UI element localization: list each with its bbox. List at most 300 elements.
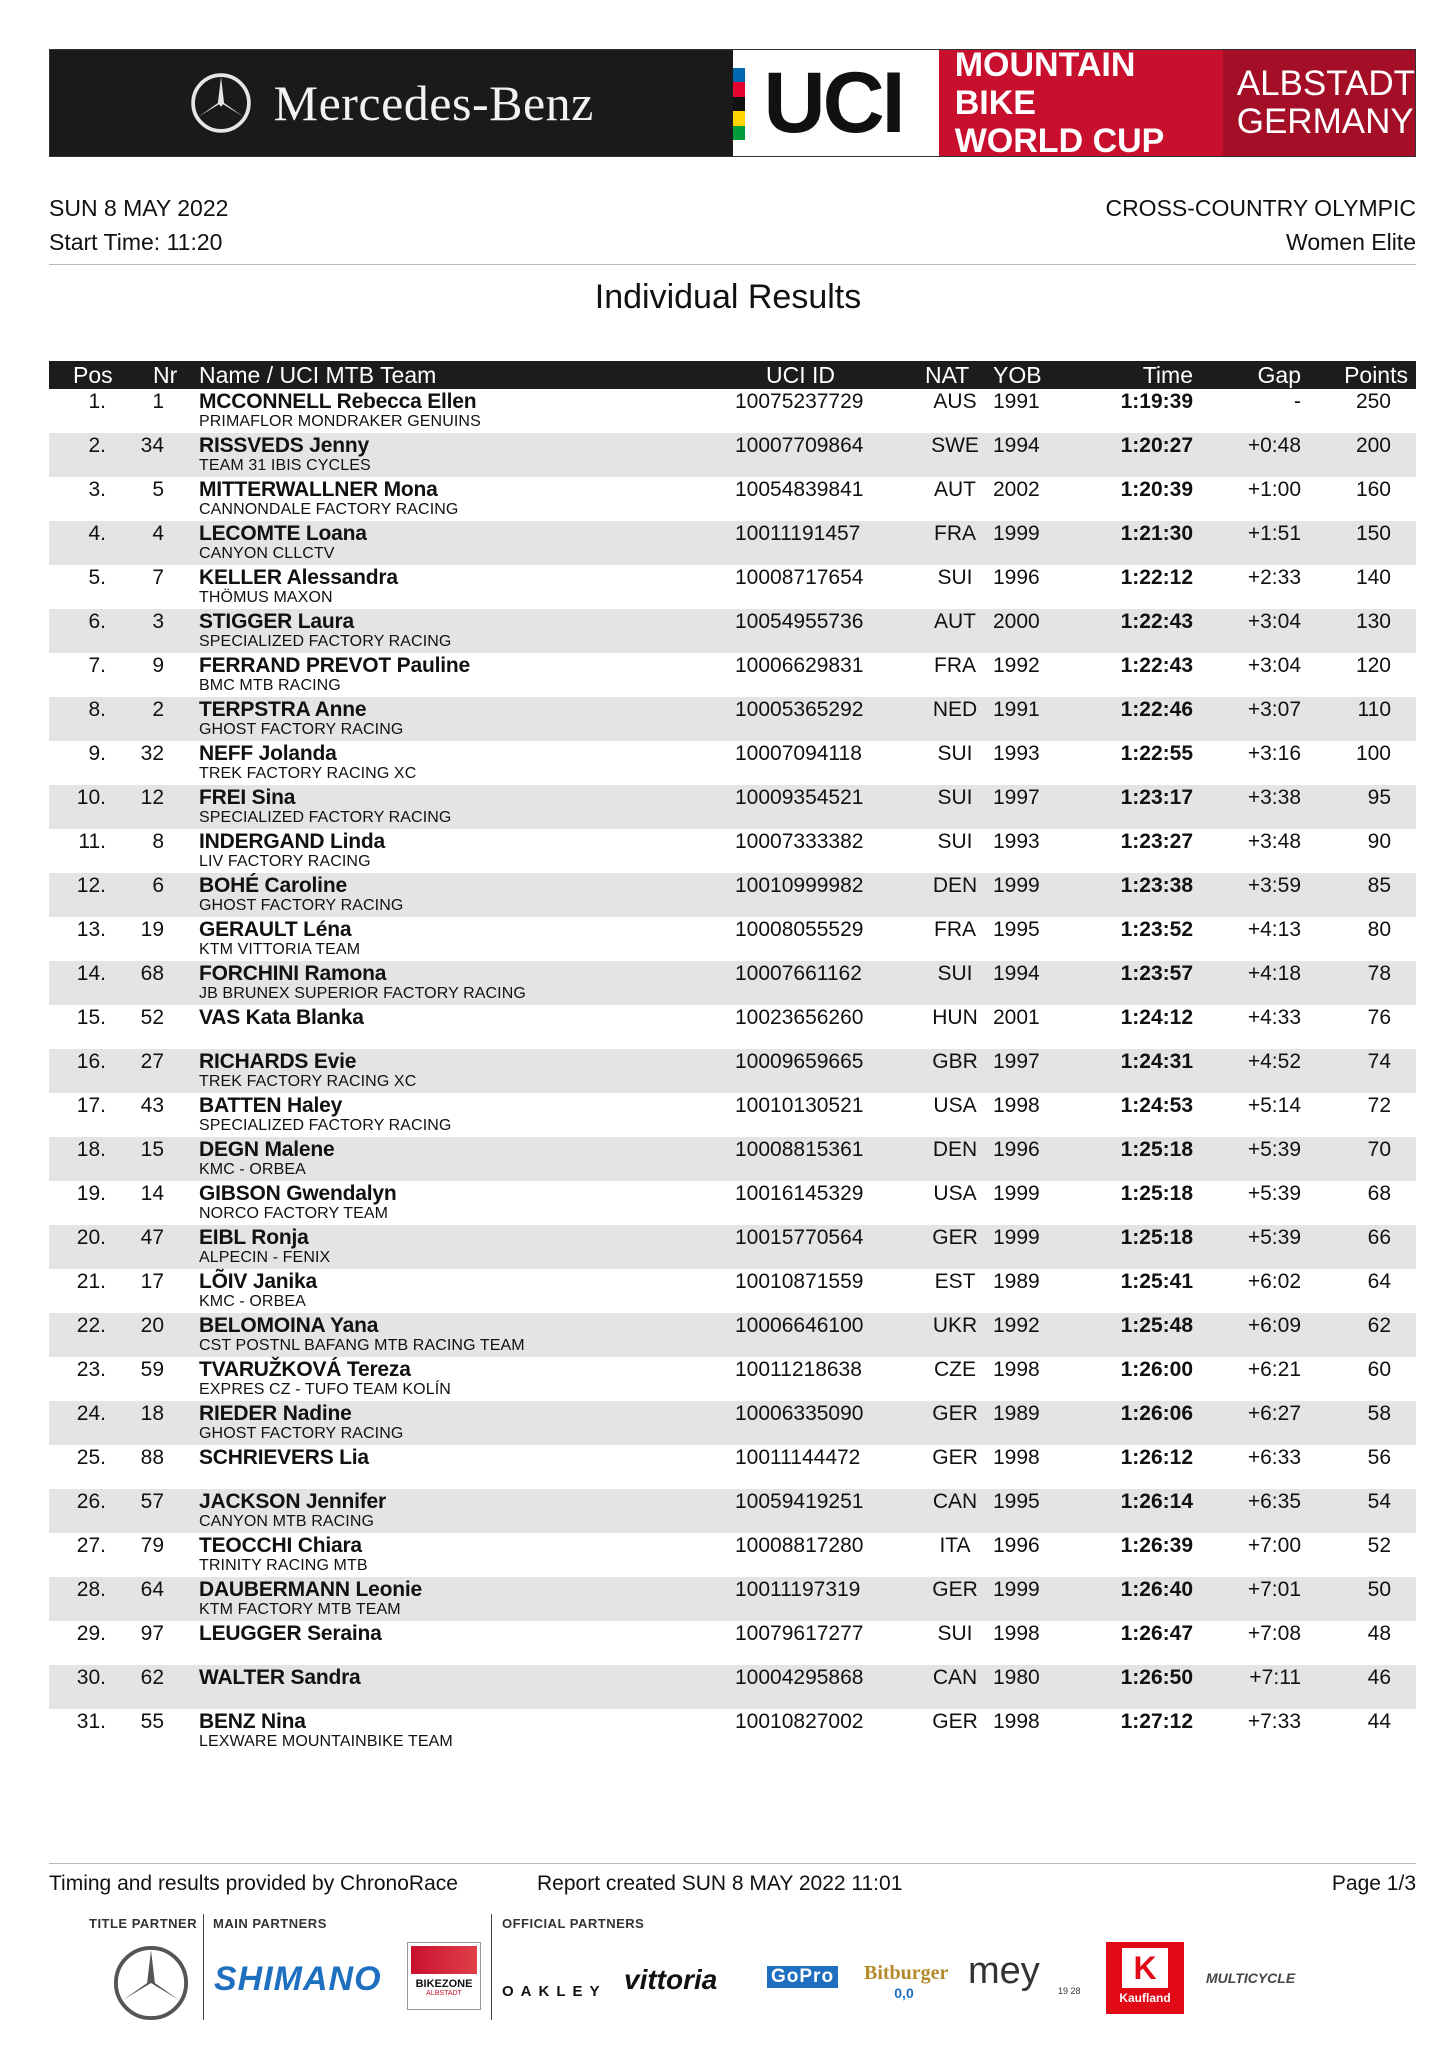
position: 16.: [76, 1050, 106, 1073]
time-gap: +4:52: [1247, 1050, 1301, 1073]
rider-name: TVARUŽKOVÁ Tereza: [199, 1358, 411, 1381]
year-of-birth: 1997: [993, 786, 1040, 809]
page-title: Individual Results: [594, 278, 862, 316]
uci-wordmark: UCI: [763, 55, 903, 151]
bib-number: 2: [152, 698, 164, 721]
bib-number: 1: [152, 390, 164, 413]
nationality: FRA: [934, 918, 976, 941]
series-line-2: WORLD CUP: [954, 122, 1165, 160]
uci-id: 10006646100: [735, 1314, 864, 1337]
year-of-birth: 2002: [993, 478, 1040, 501]
finish-time: 1:25:18: [1120, 1138, 1193, 1161]
rainbow-stripes-icon: [733, 68, 745, 140]
time-gap: +6:27: [1247, 1402, 1301, 1425]
year-of-birth: 1994: [993, 962, 1040, 985]
year-of-birth: 1998: [993, 1710, 1040, 1733]
table-row: [49, 961, 1416, 1005]
bikezone-text: BIKEZONE: [415, 1978, 473, 1990]
title-partner-panel: [50, 50, 733, 156]
team-name: GHOST FACTORY RACING: [199, 897, 404, 914]
nationality: USA: [933, 1094, 977, 1117]
team-name: KMC - ORBEA: [199, 1293, 306, 1310]
finish-time: 1:25:18: [1120, 1182, 1193, 1205]
year-of-birth: 1999: [993, 1182, 1040, 1205]
nationality: CZE: [934, 1358, 976, 1381]
bib-number: 3: [152, 610, 164, 633]
bikezone-stripes-icon: [411, 1946, 477, 1974]
time-gap: +3:04: [1247, 610, 1301, 633]
table-row: [49, 1269, 1416, 1313]
team-name: TREK FACTORY RACING XC: [199, 765, 417, 782]
rider-name: TEOCCHI Chiara: [199, 1534, 362, 1557]
table-row: [49, 917, 1416, 961]
position: 31.: [76, 1710, 106, 1733]
mercedes-star-icon: [190, 72, 252, 134]
kaufland-logo: [1106, 1942, 1184, 2014]
bib-number: 9: [152, 654, 164, 677]
nationality: FRA: [934, 654, 976, 677]
finish-time: 1:23:27: [1120, 830, 1193, 853]
time-gap: +2:33: [1247, 566, 1301, 589]
points: 200: [1355, 434, 1391, 457]
team-name: JB BRUNEX SUPERIOR FACTORY RACING: [199, 985, 526, 1002]
position: 21.: [76, 1270, 106, 1293]
time-gap: +7:33: [1247, 1710, 1301, 1733]
table-row: [49, 1489, 1416, 1533]
points: 52: [1367, 1534, 1391, 1557]
points: 140: [1355, 566, 1391, 589]
position: 11.: [78, 830, 106, 853]
team-name: KTM VITTORIA TEAM: [199, 941, 361, 958]
header-divider: [49, 264, 1416, 265]
year-of-birth: 1998: [993, 1446, 1040, 1469]
nationality: CAN: [932, 1490, 978, 1513]
bitburger-text: Bitburger: [864, 1962, 949, 1984]
finish-time: 1:26:40: [1120, 1578, 1193, 1601]
position: 9.: [88, 742, 106, 765]
rider-name: LEUGGER Seraina: [199, 1622, 382, 1645]
team-name: GHOST FACTORY RACING: [199, 721, 404, 738]
position: 2.: [88, 434, 106, 457]
year-of-birth: 1995: [993, 918, 1040, 941]
nationality: USA: [933, 1182, 977, 1205]
year-of-birth: 1993: [993, 742, 1040, 765]
event-discipline: CROSS-COUNTRY OLYMPIC: [1105, 195, 1416, 221]
uci-id: 10009659665: [735, 1050, 864, 1073]
time-gap: +3:59: [1247, 874, 1301, 897]
nationality: GER: [932, 1226, 978, 1249]
rider-name: NEFF Jolanda: [199, 742, 337, 765]
location-panel: [1223, 50, 1415, 156]
main-partners-label: MAIN PARTNERS: [213, 1916, 327, 1931]
rider-name: LÕIV Janika: [199, 1270, 318, 1293]
time-gap: +6:33: [1247, 1446, 1301, 1469]
team-name: CANYON CLLCTV: [199, 545, 335, 562]
points: 76: [1367, 1006, 1391, 1029]
event-date: SUN 8 MAY 2022: [49, 195, 229, 221]
finish-time: 1:23:57: [1120, 962, 1193, 985]
col-uci-id-header: UCI ID: [766, 362, 835, 388]
position: 7.: [88, 654, 106, 677]
bib-number: 97: [140, 1622, 164, 1645]
table-row: [49, 697, 1416, 741]
finish-time: 1:23:17: [1120, 786, 1193, 809]
uci-id: 10054839841: [735, 478, 864, 501]
nationality: HUN: [932, 1006, 978, 1029]
bib-number: 64: [140, 1578, 164, 1601]
points: 250: [1355, 390, 1391, 413]
uci-id: 10011197319: [735, 1578, 861, 1601]
uci-id: 10004295868: [735, 1666, 864, 1689]
points: 95: [1367, 786, 1391, 809]
team-name: PRIMAFLOR MONDRAKER GENUINS: [199, 413, 481, 430]
table-row: [49, 1093, 1416, 1137]
finish-time: 1:24:53: [1120, 1094, 1193, 1117]
team-name: EXPRES CZ - TUFO TEAM KOLÍN: [199, 1381, 451, 1398]
table-row: [49, 829, 1416, 873]
vittoria-logo: vittoria: [624, 1964, 718, 1995]
finish-time: 1:21:30: [1120, 522, 1193, 545]
uci-id: 10008817280: [735, 1534, 864, 1557]
year-of-birth: 1996: [993, 1138, 1040, 1161]
nationality: SUI: [937, 962, 973, 985]
table-row: [49, 1401, 1416, 1445]
year-of-birth: 1980: [993, 1666, 1040, 1689]
rider-name: MCCONNELL Rebecca Ellen: [199, 390, 477, 413]
bib-number: 68: [140, 962, 164, 985]
partner-divider-2: [491, 1914, 492, 2020]
results-table-header: [49, 361, 1416, 389]
points: 100: [1355, 742, 1391, 765]
mercedes-benz-wordmark: Mercedes-Benz: [273, 75, 594, 131]
table-row: [49, 1665, 1416, 1709]
location-city: ALBSTADT: [1236, 64, 1415, 103]
page-number: Page 1/3: [1331, 1872, 1416, 1895]
team-name: THÖMUS MAXON: [199, 589, 333, 606]
results-table-body: [49, 389, 1416, 1753]
position: 22.: [76, 1314, 106, 1337]
report-created: Report created SUN 8 MAY 2022 11:01: [537, 1872, 903, 1895]
bib-number: 34: [140, 434, 164, 457]
nationality: GER: [932, 1578, 978, 1601]
time-gap: +3:07: [1247, 698, 1301, 721]
points: 46: [1367, 1666, 1391, 1689]
col-pos-header: Pos: [73, 362, 113, 388]
uci-id: 10006629831: [735, 654, 864, 677]
points: 64: [1367, 1270, 1391, 1293]
year-of-birth: 2000: [993, 610, 1040, 633]
finish-time: 1:23:52: [1120, 918, 1193, 941]
table-row: [49, 1445, 1416, 1489]
uci-id: 10059419251: [735, 1490, 864, 1513]
points: 160: [1355, 478, 1391, 501]
finish-time: 1:24:12: [1120, 1006, 1193, 1029]
nationality: EST: [934, 1270, 976, 1293]
rider-name: DAUBERMANN Leonie: [199, 1578, 422, 1601]
nationality: NED: [932, 698, 978, 721]
col-gap-header: Gap: [1257, 362, 1301, 388]
table-row: [49, 873, 1416, 917]
mey-logo: mey: [968, 1950, 1040, 1992]
team-name: TRINITY RACING MTB: [199, 1557, 368, 1574]
nationality: ITA: [939, 1534, 971, 1557]
year-of-birth: 1993: [993, 830, 1040, 853]
table-row: [49, 521, 1416, 565]
finish-time: 1:26:39: [1120, 1534, 1193, 1557]
bib-number: 14: [140, 1182, 164, 1205]
bib-number: 62: [140, 1666, 164, 1689]
year-of-birth: 1999: [993, 874, 1040, 897]
table-row: [49, 1533, 1416, 1577]
finish-time: 1:22:12: [1120, 566, 1193, 589]
points: 90: [1367, 830, 1391, 853]
title-partner-label: TITLE PARTNER: [89, 1916, 198, 1931]
official-partners-label: OFFICIAL PARTNERS: [502, 1916, 645, 1931]
nationality: SUI: [937, 786, 973, 809]
position: 24.: [76, 1402, 106, 1425]
table-row: [49, 1709, 1416, 1753]
nationality: SUI: [937, 566, 973, 589]
position: 5.: [88, 566, 106, 589]
table-row: [49, 785, 1416, 829]
time-gap: +5:39: [1247, 1138, 1301, 1161]
finish-time: 1:22:43: [1120, 610, 1193, 633]
table-row: [49, 389, 1416, 433]
rider-name: STIGGER Laura: [199, 610, 354, 633]
bib-number: 7: [152, 566, 164, 589]
bib-number: 55: [140, 1710, 164, 1733]
rider-name: BATTEN Haley: [199, 1094, 343, 1117]
points: 110: [1357, 698, 1391, 721]
year-of-birth: 1992: [993, 1314, 1040, 1337]
bib-number: 43: [140, 1094, 164, 1117]
location-country: GERMANY: [1236, 102, 1414, 141]
table-row: [49, 1577, 1416, 1621]
team-name: LEXWARE MOUNTAINBIKE TEAM: [199, 1733, 453, 1750]
points: 56: [1367, 1446, 1391, 1469]
points: 78: [1367, 962, 1391, 985]
finish-time: 1:22:46: [1120, 698, 1193, 721]
position: 29.: [76, 1622, 106, 1645]
position: 18.: [76, 1138, 106, 1161]
time-gap: -: [1294, 390, 1301, 413]
time-gap: +3:38: [1247, 786, 1301, 809]
rider-name: BENZ Nina: [199, 1710, 306, 1733]
uci-id: 10054955736: [735, 610, 864, 633]
uci-logo: [733, 50, 938, 156]
team-name: SPECIALIZED FACTORY RACING: [199, 809, 452, 826]
position: 6.: [88, 610, 106, 633]
time-gap: +3:48: [1247, 830, 1301, 853]
time-gap: +1:00: [1247, 478, 1301, 501]
rider-name: SCHRIEVERS Lia: [199, 1446, 369, 1469]
time-gap: +6:02: [1247, 1270, 1301, 1293]
col-nr-header: Nr: [153, 362, 178, 388]
rider-name: BELOMOINA Yana: [199, 1314, 379, 1337]
uci-id: 10011144472: [735, 1446, 861, 1469]
team-name: SPECIALIZED FACTORY RACING: [199, 1117, 452, 1134]
position: 4.: [88, 522, 106, 545]
time-gap: +3:16: [1247, 742, 1301, 765]
multicycle-logo: MULTICYCLE: [1206, 1970, 1296, 1986]
finish-time: 1:20:39: [1120, 478, 1193, 501]
points: 54: [1367, 1490, 1391, 1513]
points: 66: [1367, 1226, 1391, 1249]
table-row: [49, 477, 1416, 521]
bitburger-logo: [864, 1950, 949, 2001]
finish-time: 1:22:55: [1120, 742, 1193, 765]
table-row: [49, 1621, 1416, 1665]
rider-name: INDERGAND Linda: [199, 830, 386, 853]
bib-number: 18: [140, 1402, 164, 1425]
uci-id: 10010827002: [735, 1710, 864, 1733]
team-name: TREK FACTORY RACING XC: [199, 1073, 417, 1090]
points: 62: [1367, 1314, 1391, 1337]
finish-time: 1:24:31: [1120, 1050, 1193, 1073]
team-name: BMC MTB RACING: [199, 677, 341, 694]
time-gap: +6:21: [1247, 1358, 1301, 1381]
rider-name: TERPSTRA Anne: [199, 698, 367, 721]
footer-divider: [49, 1863, 1416, 1864]
team-name: CANNONDALE FACTORY RACING: [199, 501, 459, 518]
team-name: KMC - ORBEA: [199, 1161, 306, 1178]
bib-number: 47: [140, 1226, 164, 1249]
bikezone-sub: ALBSTADT: [426, 1990, 462, 1997]
points: 68: [1367, 1182, 1391, 1205]
bib-number: 20: [140, 1314, 164, 1337]
rider-name: DEGN Malene: [199, 1138, 335, 1161]
team-name: CANYON MTB RACING: [199, 1513, 375, 1530]
table-row: [49, 1357, 1416, 1401]
position: 13.: [76, 918, 106, 941]
year-of-birth: 1992: [993, 654, 1040, 677]
finish-time: 1:26:06: [1120, 1402, 1193, 1425]
uci-id: 10075237729: [735, 390, 864, 413]
event-start-time: Start Time: 11:20: [49, 229, 223, 255]
finish-time: 1:25:18: [1120, 1226, 1193, 1249]
year-of-birth: 1998: [993, 1094, 1040, 1117]
nationality: SUI: [937, 742, 973, 765]
rider-name: JACKSON Jennifer: [199, 1490, 387, 1513]
rider-name: RIEDER Nadine: [199, 1402, 352, 1425]
col-nat-header: NAT: [925, 362, 970, 388]
finish-time: 1:26:47: [1120, 1622, 1193, 1645]
uci-id: 10007661162: [735, 962, 862, 985]
uci-id: 10011191457: [735, 522, 861, 545]
rider-name: RICHARDS Evie: [199, 1050, 357, 1073]
table-row: [49, 1181, 1416, 1225]
position: 12.: [76, 874, 106, 897]
rider-name: WALTER Sandra: [199, 1666, 361, 1689]
position: 19.: [76, 1182, 106, 1205]
position: 28.: [76, 1578, 106, 1601]
year-of-birth: 1989: [993, 1402, 1040, 1425]
nationality: GER: [932, 1710, 978, 1733]
points: 85: [1367, 874, 1391, 897]
gopro-logo: GoPro: [767, 1966, 838, 1988]
team-name: GHOST FACTORY RACING: [199, 1425, 404, 1442]
rider-name: LECOMTE Loana: [199, 522, 367, 545]
rider-name: FORCHINI Ramona: [199, 962, 387, 985]
year-of-birth: 1994: [993, 434, 1040, 457]
bitburger-sub: 0,0: [894, 1985, 914, 2001]
table-row: [49, 1313, 1416, 1357]
year-of-birth: 1999: [993, 1578, 1040, 1601]
points: 58: [1367, 1402, 1391, 1425]
position: 10.: [76, 786, 106, 809]
rider-name: VAS Kata Blanka: [199, 1006, 364, 1029]
rider-name: GERAULT Léna: [199, 918, 352, 941]
year-of-birth: 1999: [993, 522, 1040, 545]
finish-time: 1:23:38: [1120, 874, 1193, 897]
event-banner: [49, 46, 1416, 160]
mercedes-star-logo-icon: [112, 1944, 190, 2022]
position: 30.: [76, 1666, 106, 1689]
uci-id: 10010130521: [735, 1094, 864, 1117]
finish-time: 1:19:39: [1120, 390, 1193, 413]
finish-time: 1:25:41: [1120, 1270, 1193, 1293]
uci-id: 10008055529: [735, 918, 864, 941]
time-gap: +4:13: [1247, 918, 1301, 941]
team-name: ALPECIN - FENIX: [199, 1249, 331, 1266]
uci-id: 10005365292: [735, 698, 864, 721]
finish-time: 1:26:14: [1120, 1490, 1193, 1513]
year-of-birth: 1998: [993, 1622, 1040, 1645]
bib-number: 59: [140, 1358, 164, 1381]
points: 80: [1367, 918, 1391, 941]
bib-number: 88: [140, 1446, 164, 1469]
team-name: NORCO FACTORY TEAM: [199, 1205, 389, 1222]
team-name: SPECIALIZED FACTORY RACING: [199, 633, 452, 650]
position: 1.: [88, 390, 106, 413]
table-row: [49, 1137, 1416, 1181]
position: 14.: [76, 962, 106, 985]
nationality: SUI: [937, 830, 973, 853]
uci-id: 10015770564: [735, 1226, 864, 1249]
year-of-birth: 1997: [993, 1050, 1040, 1073]
time-gap: +1:51: [1247, 522, 1301, 545]
nationality: GER: [932, 1446, 978, 1469]
kaufland-mark-icon: K: [1122, 1948, 1168, 1988]
uci-id: 10007333382: [735, 830, 864, 853]
table-row: [49, 609, 1416, 653]
bib-number: 15: [140, 1138, 164, 1161]
year-of-birth: 1991: [993, 698, 1040, 721]
table-row: [49, 741, 1416, 785]
bib-number: 27: [140, 1050, 164, 1073]
time-gap: +7:01: [1247, 1578, 1301, 1601]
team-name: TEAM 31 IBIS CYCLES: [199, 457, 371, 474]
team-name: LIV FACTORY RACING: [199, 853, 371, 870]
col-yob-header: YOB: [993, 362, 1042, 388]
year-of-birth: 1999: [993, 1226, 1040, 1249]
finish-time: 1:25:48: [1120, 1314, 1193, 1337]
uci-id: 10007094118: [735, 742, 862, 765]
time-gap: +6:35: [1247, 1490, 1301, 1513]
rider-name: FREI Sina: [199, 786, 296, 809]
table-row: [49, 1049, 1416, 1093]
time-gap: +7:00: [1247, 1534, 1301, 1557]
time-gap: +7:08: [1247, 1622, 1301, 1645]
timing-credit: Timing and results provided by ChronoRace: [49, 1872, 458, 1895]
points: 44: [1367, 1710, 1391, 1733]
points: 50: [1367, 1578, 1391, 1601]
bib-number: 4: [152, 522, 164, 545]
bib-number: 57: [140, 1490, 164, 1513]
table-row: [49, 1005, 1416, 1049]
col-points-header: Points: [1344, 362, 1408, 388]
nationality: AUT: [934, 478, 976, 501]
